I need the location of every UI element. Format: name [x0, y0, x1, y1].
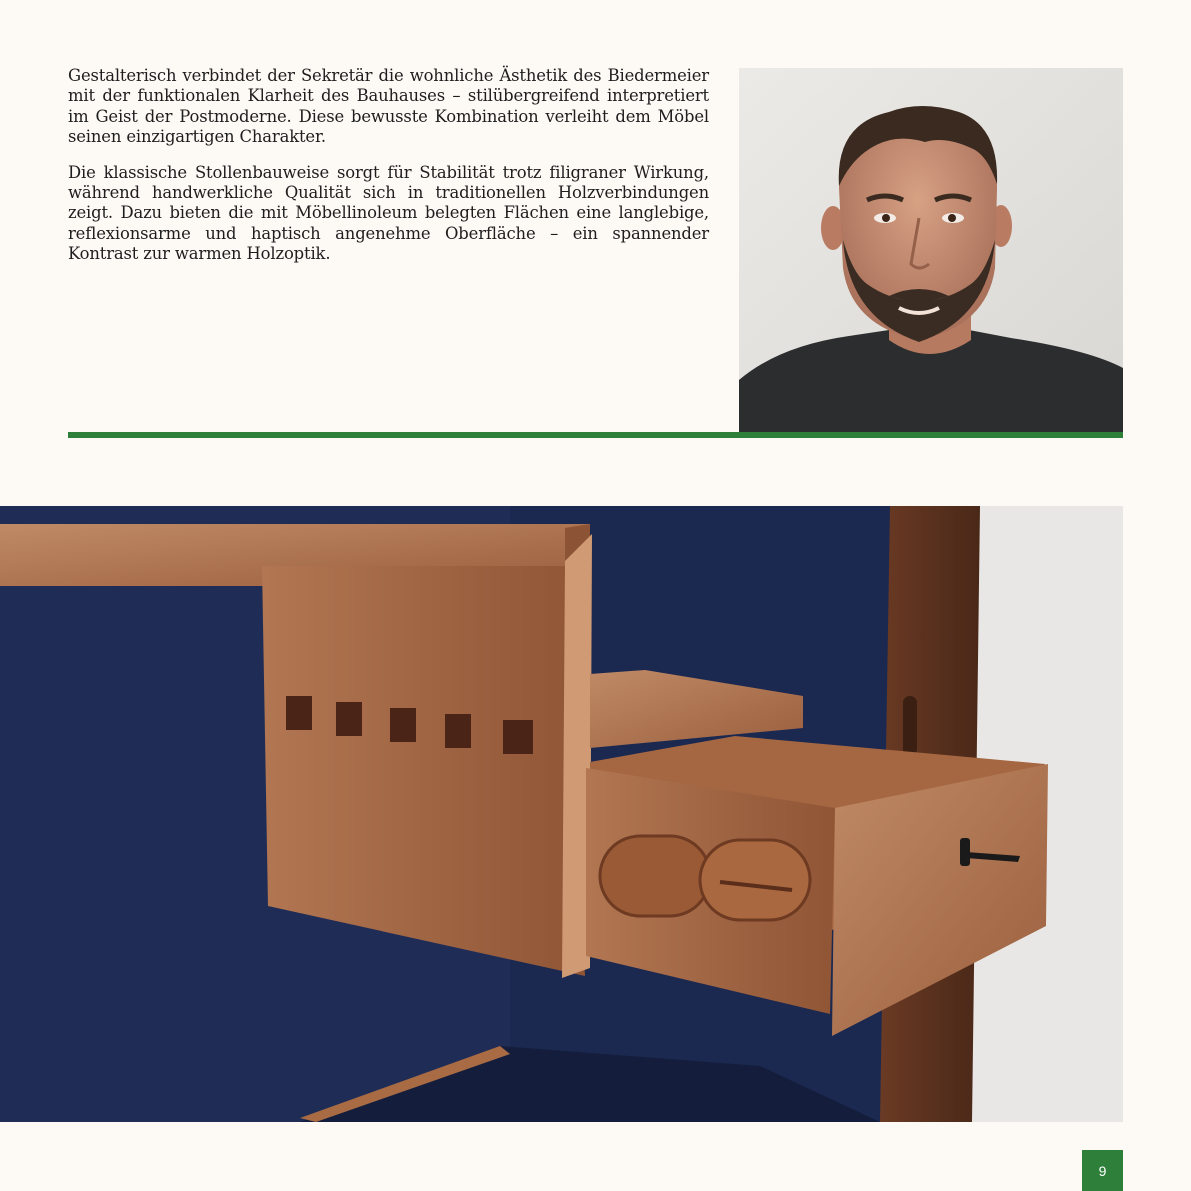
paragraph-2: Die klassische Stollenbauweise sorgt für Stabilität trotz filigraner Wirkung, während handwerkliche Qualität sich in traditionellen Holzverbindungen zeigt. Dazu bieten die mit Möbellinoleum belegten Flächen eine langlebige, reflexionsarme und haptisch angenehme Oberfläche – ein spannender Kontrast zur warmen Holzoptik. [68, 162, 709, 264]
page-number: 9 [1082, 1150, 1123, 1191]
paragraph-1: Gestalterisch verbindet der Sekretär die wohnliche Ästhetik des Biedermeier mit der funktionalen Klarheit des Bauhauses – stilübergreifend interpretiert im Geist der Postmoderne. Diese bewusste Kombination verleiht dem Möbel seinen einzigartigen Charakter. [68, 66, 709, 147]
body-text [68, 66, 709, 280]
green-divider [68, 432, 1123, 438]
secretary-desk-illustration [0, 506, 1123, 1122]
portrait-photo [739, 68, 1123, 432]
portrait-illustration [739, 68, 1123, 432]
furniture-photo [0, 506, 1123, 1122]
